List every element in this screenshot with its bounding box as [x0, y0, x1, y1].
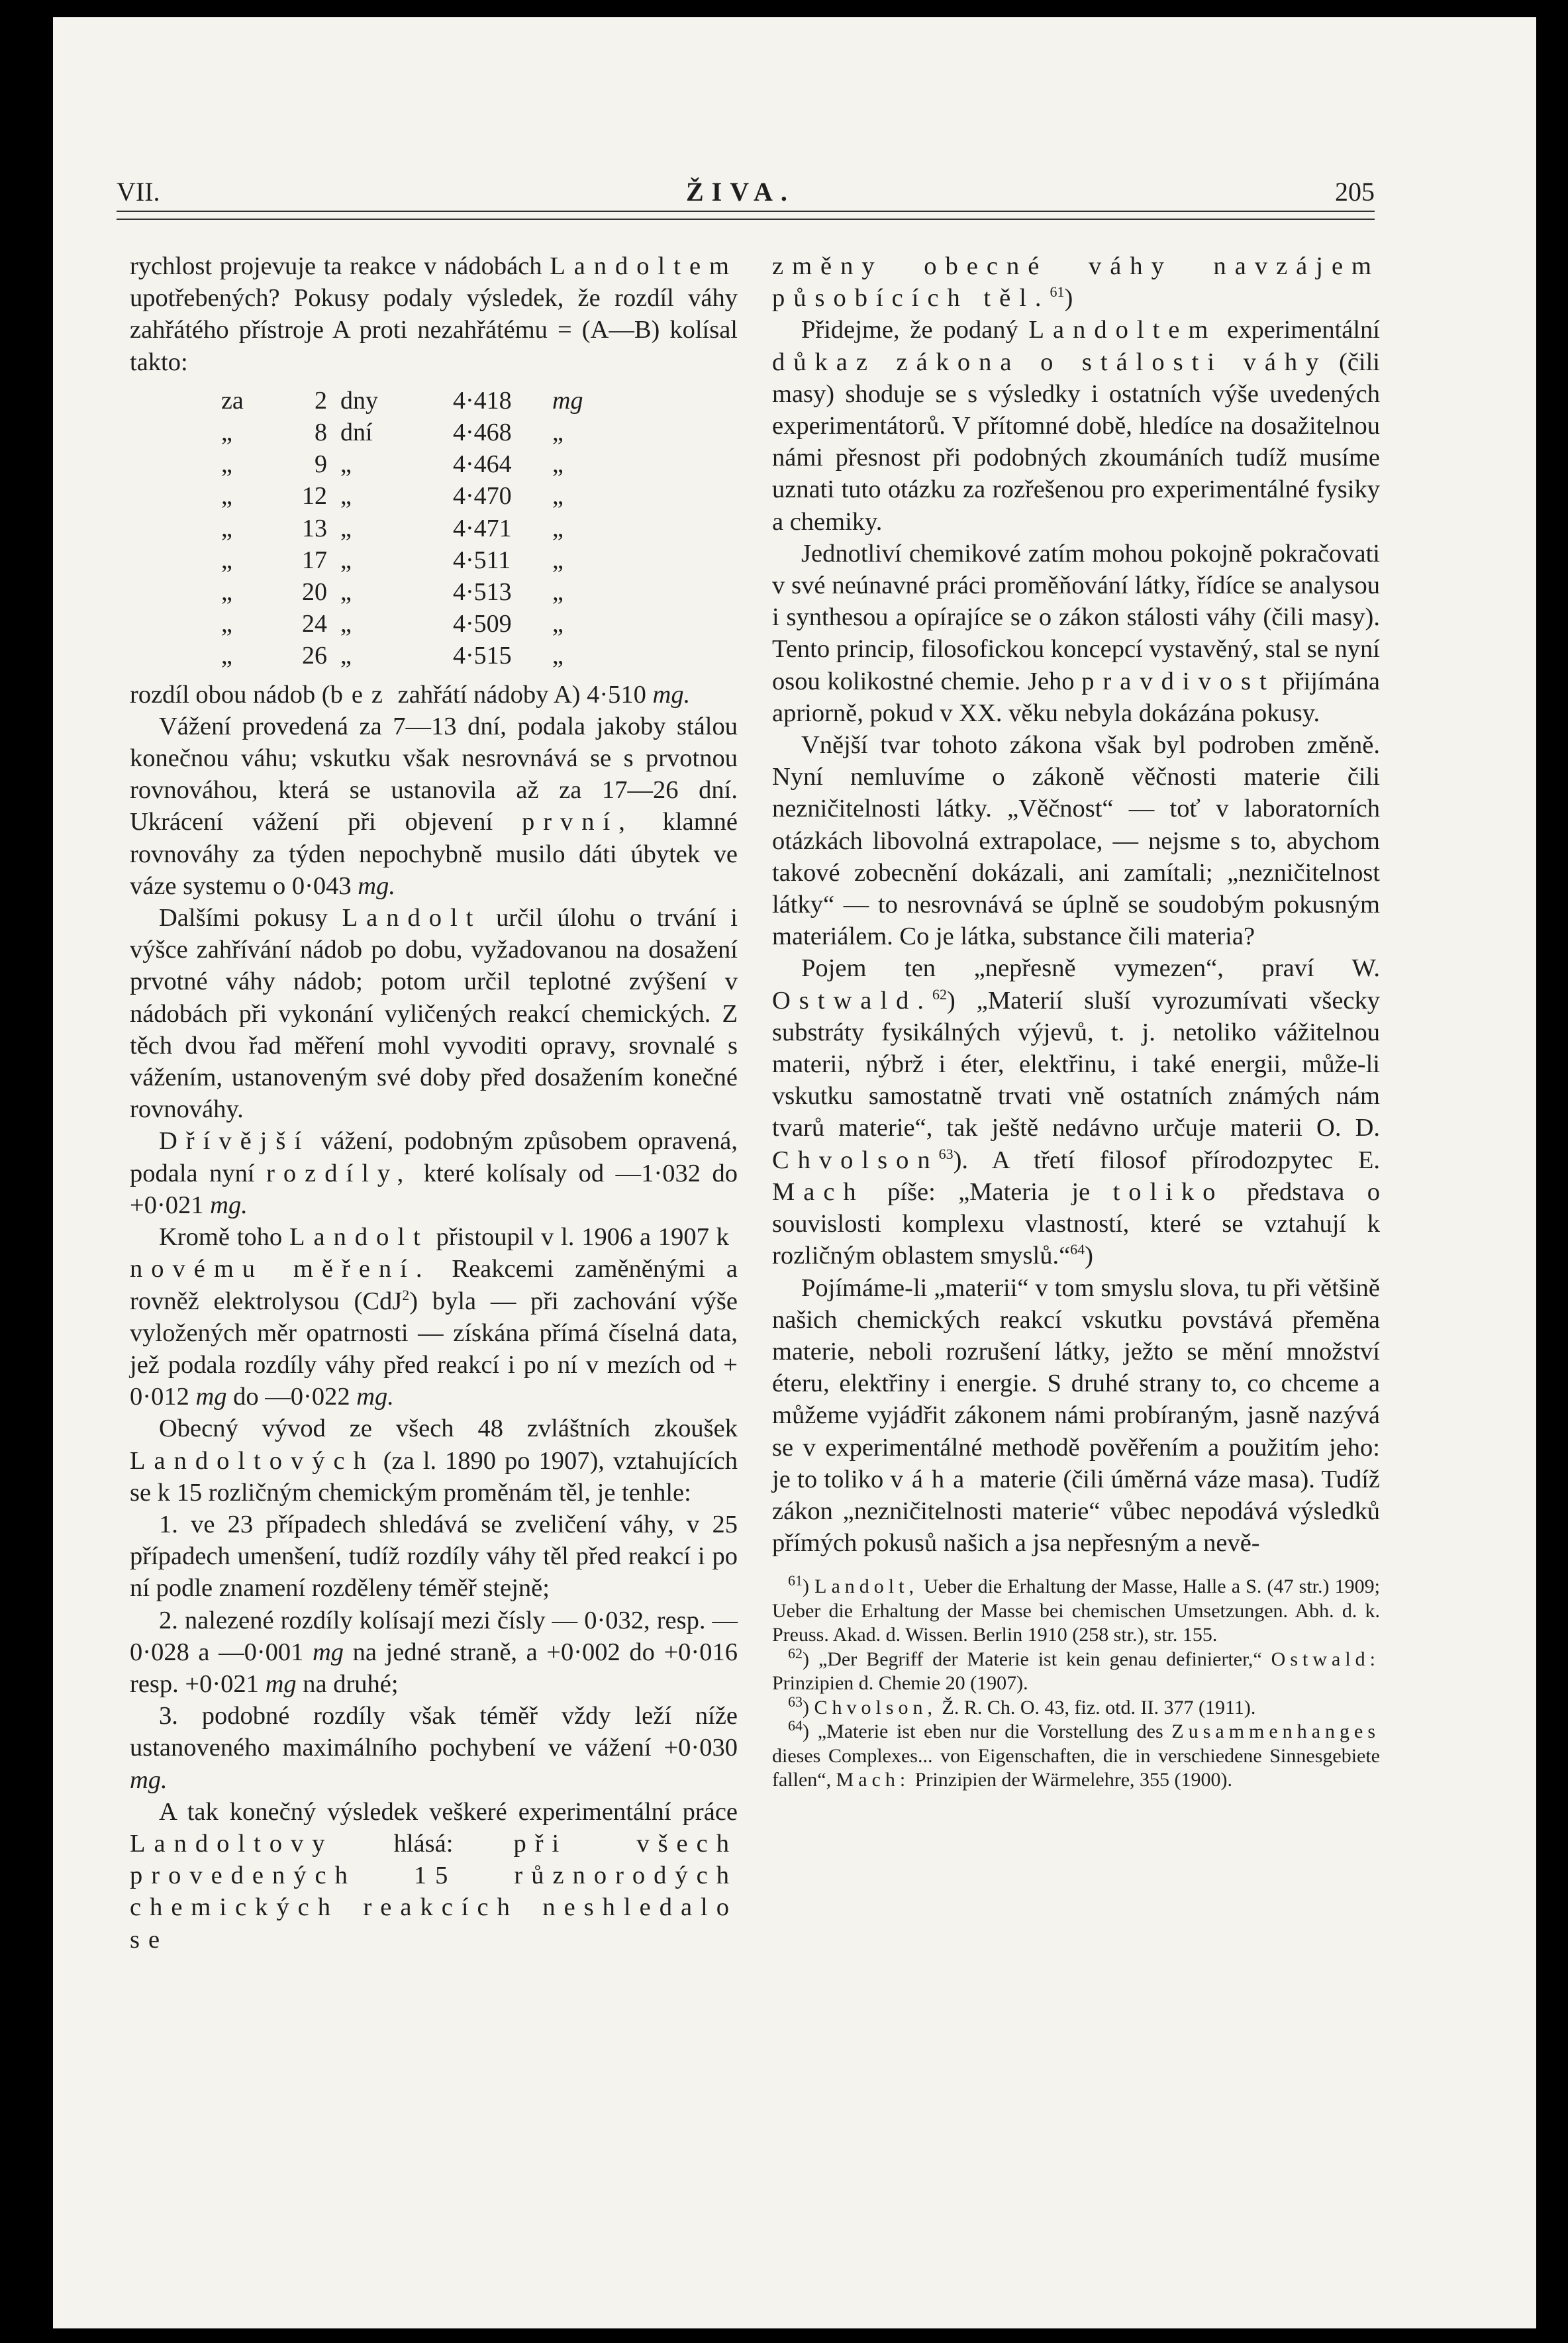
footnote-64: $^{64}$) „Materie ist eben nur die Vorstellung des Zusammenhanges dieses Complexes... von Eigenschaften, die in verschiedene Sinnesgebiete fallen“, Mach: Prinzipien der Wärmelehre, 355 (1900). [772, 1717, 1380, 1791]
footnotes [772, 1572, 1380, 1793]
list-item: 2. nalezené rozdíly kolísají mezi čísly — 0·032, resp. —0·028 a —0·001 mg na jedné straně, a +0·002 do +0·016 resp. +0·021 mg na druhé; [130, 1606, 738, 1698]
paragraph: A tak konečný výsledek veškeré experimentální práce Landoltovy hlásá: při všech provedených 15 různorodých chemických reakcích neshledalo se [130, 1797, 738, 1954]
table-cell-prefix: „ [221, 450, 232, 479]
table-cell-prefix: za [221, 386, 244, 415]
paragraph: rozdíl obou nádob (bez zahřátí nádoby A) 4·510 mg. [130, 680, 691, 709]
table-cell-num: 12 [302, 482, 327, 511]
table-cell-prefix: „ [221, 419, 232, 447]
footnote-62: $^{62}$) „Der Begriff der Materie ist kein genau definierter,“ Ostwald: Prinzipien d. Chemie 20 (1907). [772, 1644, 1380, 1695]
footnote-63: $^{63}$) Chvolson, Ž. R. Ch. O. 43, fiz. otd. II. 377 (1911). [788, 1693, 1256, 1719]
table-cell-value: 4·511 [453, 546, 511, 574]
table-cell-suffix: „ [552, 642, 564, 670]
table-cell-num: 9 [315, 450, 327, 479]
paragraph: rychlost projevuje ta reakce v nádobách Landoltem upotřebených? Pokusy podaly výsledek, že rozdíl váhy zahřátého přístroje A proti nezahřátému = (A—B) kolísal takto: [130, 252, 738, 376]
table-cell-value: 4·468 [453, 419, 512, 447]
table-cell-unit: „ [340, 610, 352, 638]
weight-difference-table [221, 385, 583, 672]
table-cell-prefix: „ [221, 546, 232, 574]
table-cell-unit: „ [340, 642, 352, 670]
table-cell-suffix: „ [552, 482, 564, 511]
table-cell-unit: „ [340, 578, 352, 607]
table-cell-prefix: „ [221, 514, 232, 542]
left-column [130, 250, 738, 1956]
journal-title: ŽIVA. [686, 177, 795, 207]
table-cell-unit: dny [340, 386, 378, 415]
paragraph: Vnější tvar tohoto zákona však byl podroben změně. Nyní nemluvíme o zákoně věčnosti materie čili nezničitelnosti látky. „Věčnost“ — toť v laboratorních otázkách libovolná extrapolace, — nejsme s to, abychom takové zobecnění dokázali, ani zamítali; „nezničitelnost látky“ — to nesrovnává se úplně se soudobým pokusným materiálem. Co je látka, substance čili materia? [772, 731, 1380, 951]
table-cell-prefix: „ [221, 578, 232, 607]
table-cell-num: 8 [315, 419, 327, 447]
table-cell-value: 4·470 [453, 482, 512, 511]
paragraph: změny obecné váhy navzájem působících těl.$^{61}$) [772, 252, 1380, 313]
paragraph: Vážení provedená za 7—13 dní, podala jakoby stálou konečnou váhu; vskutku však nesrovnává se s prvotnou rovnováhou, která se ustanovila až za 17—26 dní. Ukrácení vážení při objevení první, klamné rovnováhy za týden nepochybně musilo dáti úbytek ve váze systemu o 0·043 mg. [130, 712, 738, 900]
table-cell-value: 4·509 [453, 610, 512, 638]
table-cell-num: 24 [302, 610, 327, 638]
table-cell-num: 17 [302, 546, 327, 574]
table-row [221, 544, 583, 576]
table-row [221, 576, 583, 608]
paragraph: Dřívější vážení, podobným způsobem opravená, podala nyní rozdíly, které kolísaly od —1·032 do +0·021 mg. [130, 1127, 738, 1219]
table-row [221, 513, 583, 544]
table-row [221, 480, 583, 512]
table-cell-unit: „ [340, 450, 352, 479]
volume-number: VII. [117, 177, 160, 207]
table-cell-num: 26 [302, 642, 327, 670]
table-cell-unit: „ [340, 546, 352, 574]
table-cell-prefix: „ [221, 610, 232, 638]
table-row [221, 385, 583, 417]
paragraph: Přidejme, že podaný Landoltem experimentální důkaz zákona o stálosti váhy (čili masy) shoduje se s výsledky i ostatních výše uvedených experimentátorů. V přítomné době, hledíce na dosažitelnou námi přesnost při podobných zkoumáních tudíž musíme uznati tuto otázku za rozřešenou pro experimentálné fysiky a chemiky. [772, 316, 1381, 536]
table-cell-suffix: „ [552, 419, 564, 447]
table-cell-value: 4·515 [453, 642, 512, 670]
table-cell-suffix: „ [552, 450, 564, 479]
list-item: 3. podobné rozdíly však téměř vždy leží níže ustanoveného maximálního pochybení ve vážení +0·030 mg. [130, 1702, 738, 1794]
table-cell-num: 13 [302, 514, 327, 542]
table-row [221, 608, 583, 640]
paragraph: Pojímáme-li „materii“ v tom smyslu slova, tu při většině našich chemických reakcí vskutku povstává přeměna materie, neboli rozrušení látky, ježto se mění množství éteru, elektřiny i energie. S druhé strany to, co chceme a můžeme vyjádřit zákonem námi probíraným, jasně nazývá se v experimentálné methodě pověřením a použitím jeho: je to toliko váha materie (čili úměrná váze masa). Tudíž zákon „nezničitelnosti materie“ vůbec nepodává výsledků přímých pokusů našich a jsa nepřesným a nevě- [772, 1273, 1380, 1558]
table-cell-num: 20 [302, 578, 327, 607]
right-column [772, 250, 1380, 1793]
paragraph: Jednotliví chemikové zatím mohou pokojně pokračovati v své neúnavné práci proměňování látky, řídíce se analysou i synthesou a opírajíce se o zákon stálosti váhy (čili masy). Tento princip, filosofickou koncepcí vystavěný, stal se nyní osou kolikostné chemie. Jeho pravdivost přijímána apriorně, pokud v XX. věku nebyla dokázána pokusy. [772, 539, 1380, 727]
footnote-61: $^{61}$) Landolt, Ueber die Erhaltung der Masse, Halle a S. (47 str.) 1909; Ueber die Erhaltung der Masse bei chemischen Umsetzungen. Abh. d. k. Preuss. Akad. d. Wissen. Berlin 1910 (258 str.), str. 155. [772, 1572, 1380, 1646]
paragraph: Obecný vývod ze všech 48 zvláštních zkoušek Landoltových (za l. 1890 po 1907), vztahujících se k 15 rozličným chemickým proměnám těl, je tenhle: [130, 1415, 738, 1507]
table-cell-unit: „ [340, 514, 352, 542]
table-cell-suffix: „ [552, 578, 564, 607]
table-cell-unit: dní [340, 419, 373, 447]
header-double-rule [117, 211, 1375, 220]
paragraph: Dalšími pokusy Landolt určil úlohu o trvání i výšce zahřívání nádob po dobu, vyžadovanou na dosažení prvotné váhy nádob; potom určil teplotné zvýšení v nádobách při vykonání vyličených reakcí chemických. Z těch dvou řad měření mohl vyvoditi opravy, srovnalé s vážením, ustanoveným své doby před dosažením konečné rovnováhy. [130, 904, 738, 1124]
table-cell-num: 2 [315, 386, 327, 415]
page-number: 205 [1335, 177, 1375, 207]
table-cell-value: 4·418 [453, 386, 512, 415]
table-row [221, 417, 583, 448]
table-cell-prefix: „ [221, 642, 232, 670]
table-row [221, 448, 583, 480]
list-item: 1. ve 23 případech shledává se zveličení váhy, v 25 případech umenšení, tudíž rozdíly váhy těl před reakcí i po ní podle znamení rozděleny téměř stejně; [130, 1510, 738, 1603]
table-cell-prefix: „ [221, 482, 232, 511]
table-cell-suffix: „ [552, 546, 564, 574]
table-cell-value: 4·471 [453, 514, 512, 542]
table-cell-suffix: mg [552, 386, 583, 415]
table-cell-value: 4·464 [453, 450, 512, 479]
table-cell-value: 4·513 [453, 578, 512, 607]
table-cell-suffix: „ [552, 514, 564, 542]
table-row [221, 640, 583, 672]
table-cell-suffix: „ [552, 610, 564, 638]
table-cell-unit: „ [340, 482, 352, 511]
paragraph: Kromě toho Landolt přistoupil v l. 1906 a 1907 k novému měření. Reakcemi zaměněnými a rovněž elektrolysou (CdJ$^2$) byla — při zachování výše vyložených měr opatrnosti — získána přímá číselná data, jež podala rozdíly váhy před reakcí i po ní v mezích od + 0·012 mg do —0·022 mg. [130, 1223, 738, 1411]
running-header [117, 163, 1375, 209]
paragraph: Pojem ten „nepřesně vymezen“, praví W. Ostwald.$^{62}$) „Materií sluší vyrozumívati všecky substráty fysikálných výjevů, t. j. netoliko vážitelnou materii, nýbrž i éter, elektřinu, i také energii, může-li vskutku samostatně trvati vně ostatních známých nám tvarů materie“, tak ještě nedávno určuje materii O. D. Chvolson$^{63}$). A třetí filosof přírodozpytec E. Mach píše: „Materia je toliko představa o souvislosti komplexu vlastností, které se vztahují k rozličným oblastem smyslů.“$^{64}$) [772, 954, 1380, 1270]
